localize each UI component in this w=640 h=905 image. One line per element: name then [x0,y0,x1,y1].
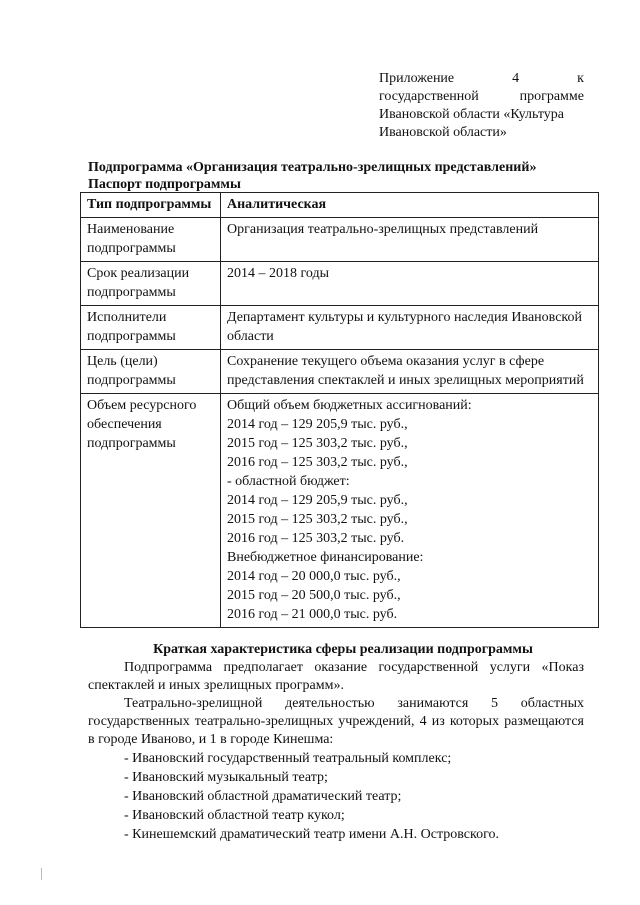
appendix-preposition: к [577,71,584,86]
row-value: Сохранение текущего объема оказания услуг в сфере представления спектаклей и иных зрелищных мероприятий [221,350,599,394]
subprogram-title-block [88,159,598,193]
table-row [81,193,599,218]
paragraph: Театрально-зрелищной деятельностью занимаются 5 областных государственных театрально-зрелищных учреждений, 4 из которых размещаются в городе Иваново, и 1 в городе Кинешма: [88,696,584,747]
funding-line: 2015 год – 20 500,0 тыс. руб., [227,588,401,603]
appendix-line-4: Ивановской области» [379,125,507,140]
funding-line: 2016 год – 21 000,0 тыс. руб. [227,607,398,622]
row-label: Срок реализации подпрограммы [81,262,221,306]
row-label: Исполнители подпрограммы [81,306,221,350]
funding-line: 2015 год – 125 303,2 тыс. руб., [227,436,408,451]
row-value: Департамент культуры и культурного наследия Ивановской области [221,306,599,350]
funding-line: 2016 год – 125 303,2 тыс. руб., [227,455,408,470]
list-item: - Ивановский областной театр кукол; [124,808,345,823]
theatre-list [88,749,584,844]
funding-line: 2015 год – 125 303,2 тыс. руб., [227,512,408,527]
funding-line: Общий объем бюджетных ассигнований: [227,398,472,413]
appendix-header [379,70,584,142]
appendix-line-1 [379,70,584,88]
row-value: Организация театрально-зрелищных представлений [221,218,599,262]
funding-line: 2014 год – 129 205,9 тыс. руб., [227,417,408,432]
list-item: - Кинешемский драматический театр имени А.Н. Островского. [124,827,499,842]
table-row [81,218,599,262]
funding-line: 2014 год – 20 000,0 тыс. руб., [227,569,401,584]
passport-table [80,192,599,628]
section-heading: Краткая характеристика сферы реализации подпрограммы [153,642,533,657]
funding-line: 2016 год – 125 303,2 тыс. руб. [227,531,405,546]
funding-line: 2014 год – 129 205,9 тыс. руб., [227,493,408,508]
funding-cell [221,394,599,628]
list-item: - Ивановский областной драматический театр; [124,789,402,804]
appendix-number: 4 [512,71,520,86]
passport-title: Паспорт подпрограммы [88,177,241,192]
funding-line: Внебюджетное финансирование: [227,550,424,565]
row-value: Аналитическая [221,193,599,218]
row-label: Тип подпрограммы [81,193,221,218]
funding-line: - областной бюджет: [227,474,350,489]
section-body [88,659,584,844]
row-value: 2014 – 2018 годы [221,262,599,306]
table-row [81,262,599,306]
subprogram-title: Подпрограмма «Организация театрально-зрелищных представлений» [88,160,537,175]
appendix-line-2a: государственной [379,89,479,104]
row-label: Наименование подпрограммы [81,218,221,262]
list-item: - Ивановский государственный театральный комплекс; [124,751,452,766]
row-label: Цель (цели) подпрограммы [81,350,221,394]
table-row [81,350,599,394]
appendix-line-2b: программе [519,89,584,104]
appendix-word: Приложение [379,71,455,86]
paragraph: Подпрограмма предполагает оказание государственной услуги «Показ спектаклей и иных зрелищных программ». [88,660,584,693]
row-label: Объем ресурсного обеспечения подпрограммы [81,394,221,628]
list-item: - Ивановский музыкальный театр; [124,770,328,785]
table-row [81,306,599,350]
appendix-line-2 [379,88,584,106]
scan-edge-mark [41,868,44,880]
table-row [81,394,599,628]
appendix-line-3: Ивановской области «Культура [379,107,565,122]
